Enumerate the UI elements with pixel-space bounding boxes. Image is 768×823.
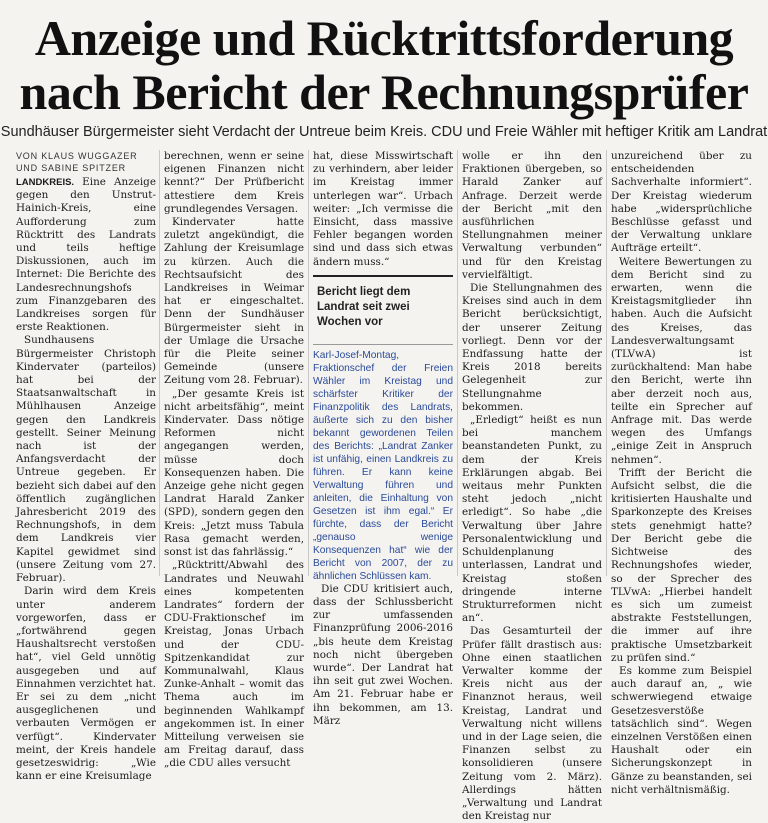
paragraph-text: Eine Anzeige gegen den Unstrut-Hainich-Kreis, eine Aufforderung zum Rücktritt des Landrats und teils heftige Diskussionen, auch im Internet: Die Berichte des Landesrechnungshofs zum Finanzgebaren des Landkreises sorgen für erste Reaktionen. [16, 176, 156, 334]
paragraph: Trifft der Bericht die Aufsicht selbst, die die kritisierten Haushalte und Sparkonzepte des Kreises stets genehmigt hatte? Der Bericht gebe die Sichtweise des Rechnungshofes wieder, so der Sprecher des TLVwA: „Hierbei handelt es sich um zumeist abstrakte Feststellungen, die immer auf ihre praktische Umsetzbarkeit zu prüfen sind.“ [611, 466, 752, 664]
paragraph: Weitere Bewertungen zu dem Bericht sind zu erwarten, wenn die Kreistagsmitglieder ihn haben. Auch die Aufsicht des Kreises, das Landesverwaltungsamt (TLVwA) ist zurückhaltend: Man habe den Bericht, werte ihn aber derzeit noch aus, teilte ein Sprecher auf Anfrage mit. Das werde wegen des Umfangs „einige Zeit in Anspruch nehmen“. [611, 255, 752, 466]
byline-author-1: VON KLAUS WUGGAZER [16, 151, 138, 161]
paragraph: „Der gesamte Kreis ist nicht arbeitsfähig“, meint Kindervater. Dass nötige Reformen nicht angegangen werden, müsse doch Konsequenzen haben. Die Anzeige gehe nicht gegen Landrat Harald Zanker (SPD), sondern gegen den Kreis: „Jetzt muss Tabula Rasa gemacht werden, sonst ist das fahrlässig.“ [164, 387, 304, 559]
paragraph: Kindervater hatte zuletzt angekündigt, die Zahlung der Kreisumlage zu kürzen. Auch die Rechtsaufsicht des Landkreises in Weimar hat er eingeschaltet. Denn der Sundhäuser Bürgermeister sieht in der Umlage die Ursache für die Pleite seiner Gemeinde (unsere Zeitung vom 28. Februar). [164, 216, 304, 387]
column-divider [457, 150, 458, 576]
column-divider [308, 150, 309, 576]
dateline: LANDKREIS. [16, 177, 75, 188]
paragraph: unzureichend über zu entscheidenden Sachverhalte informiert“. Der Kreistag wiederum habe „widersprüchliche Beschlüsse gefasst und der Verwaltung unklare Aufträge erteilt“. [611, 150, 752, 255]
paragraph: Sundhausens Bürgermeister Christoph Kindervater (parteilos) hat bei der Staatsanwaltschaft in Mühlhausen Anzeige gegen den Landkreis gestellt. Seiner Meinung nach ist der Anfangsverdacht der Untreue gegeben. Er bezieht sich dabei auf den öffentlich zugänglichen Jahresbericht 2019 des Rechnungshofs, in dem dem Landkreis vier Kapitel gewidmet sind (unsere Zeitung vom 27. Februar). [16, 334, 156, 585]
article-column-1 [16, 176, 156, 783]
article-column-4 [462, 150, 602, 823]
highlight-paragraph: Karl-Josef-Montag, Fraktionschef der Freien Wähler im Kreistag und schärfster Kritiker der Finanzpolitik des Landrats, äußerte sich zu den bisher bekannt gewordenen Teilen des Berichts: „Landrat Zanker ist unfähig, einen Landkreis zu führen. Er kann keine Verwaltung führen und anleiten, die Einhaltung von Gesetzen ist ihm egal.“ Er fürchte, dass der Bericht „genauso wenige Konsequenzen hat“ wie der Bericht von 2007, der zu ähnlichen Schlüssen kam. [313, 344, 453, 583]
paragraph: Es komme zum Beispiel auch darauf an, „ wie schwerwiegend etwaige Gesetzesverstöße tatsächlich sind“. Wegen einzelnen Verstößen einen Haushalt oder ein Sicherungskonzept in Gänze zu beanstanden, sei nicht verhältnismäßig. [611, 664, 752, 796]
paragraph: berechnen, wenn er seine eigenen Finanzen nicht kennt?“ Der Prüfbericht attestiere dem Kreis grundlegendes Versagen. [164, 150, 304, 215]
paragraph [16, 176, 156, 334]
headline-line-1: Anzeige und Rücktrittsforderung [34, 10, 734, 66]
paragraph: Darin wird dem Kreis unter anderem vorgeworfen, dass er „fortwährend gegen Haushaltsrecht verstoßen hat“, viel Geld unnötig ausgegeben und auf Einnahmen verzichtet hat. Er sei zu dem „nicht ausgeglichenen und verbauten Vermögen er verfügt“. Kindervater meint, der Kreis handele gesetzeswidrig: „Wie kann er eine Kreisumlage [16, 585, 156, 783]
column-divider [606, 150, 607, 576]
paragraph: Das Gesamturteil der Prüfer fällt drastisch aus: Ohne einen staatlichen Verwalter komme der Kreis nicht aus der Finanznot heraus, weil Kreistag, Landrat und Verwaltung nicht willens und in der Lage seien, die Finanzen selbst zu konsolidieren (unsere Zeitung vom 2. März). Allerdings hätten „Verwaltung und Landrat den Kreistag nur [462, 625, 602, 823]
paragraph: Die Stellungnahmen des Kreises sind auch in dem Bericht berücksichtigt, der unserer Zeitung vorliegt. Denn vor der Endfassung hatte der Kreis 2018 bereits Gelegenheit zur Stellungnahme bekommen. [462, 282, 602, 413]
subheadline: Sundhäuser Bürgermeister sieht Verdacht der Untreue beim Kreis. CDU und Freie Wähler mit heftiger Kritik am Landrat [0, 124, 768, 140]
intertitle: Bericht liegt dem Landrat seit zwei Wochen vor [313, 275, 453, 340]
column-divider [159, 150, 160, 576]
paragraph: Die CDU kritisiert auch, dass der Schlussbericht zur umfassenden Finanzprüfung 2006-2016 „bis heute dem Kreistag noch nicht übergeben wurde“. Der Landrat hat ihn seit gut zwei Wochen. Am 21. Februar habe er ihn bekommen, am 13. März [313, 582, 453, 727]
article-column-2 [164, 150, 304, 770]
paragraph: „Rücktritt/Abwahl des Landrates und Neuwahl eines kompetenten Landrates“ fordern der CDU-Fraktionschef im Kreistag, Jonas Urbach und der CDU-Spitzenkandidat zur Kommunalwahl, Klaus Zunke-Anhalt – womit das Thema auch im beginnenden Wahlkampf angekommen ist. In einer Mitteilung verweisen sie am Freitag darauf, dass „die CDU alles versucht [164, 559, 304, 770]
paragraph: „Erledigt“ heißt es nun bei manchem beanstandeten Punkt, zu dem der Kreis Erklärungen abgab. Bei weitaus mehr Punkten steht jedoch „nicht erledigt“. So habe „die Verwaltung über Jahre Personalentwicklung und Schuldenplanung unterlassen, Landrat und Kreistag stoßen dringende interne Strukturreformen nicht an“. [462, 414, 602, 625]
paragraph: wolle er ihn den Fraktionen übergeben, so Harald Zanker auf Anfrage. Derzeit werde der Bericht „mit den ausführlichen Stellungnahmen meiner Verwaltung verbunden“ und für den Kreistag vervielfältigt. [462, 150, 602, 281]
article-column-3 [313, 150, 453, 727]
headline-line-2: nach Bericht der Rechnungsprüfer [19, 64, 749, 120]
byline-author-2: UND SABINE SPITZER [16, 163, 126, 173]
article-column-5 [611, 150, 752, 796]
paragraph: hat, diese Misswirtschaft zu verhindern, aber leider im Kreistag immer unterlegen war“. Urbach weiter: „Ich vermisse die Einsicht, dass massive Fehler begangen worden sind und dass sich etwas ändern muss.“ [313, 150, 453, 268]
